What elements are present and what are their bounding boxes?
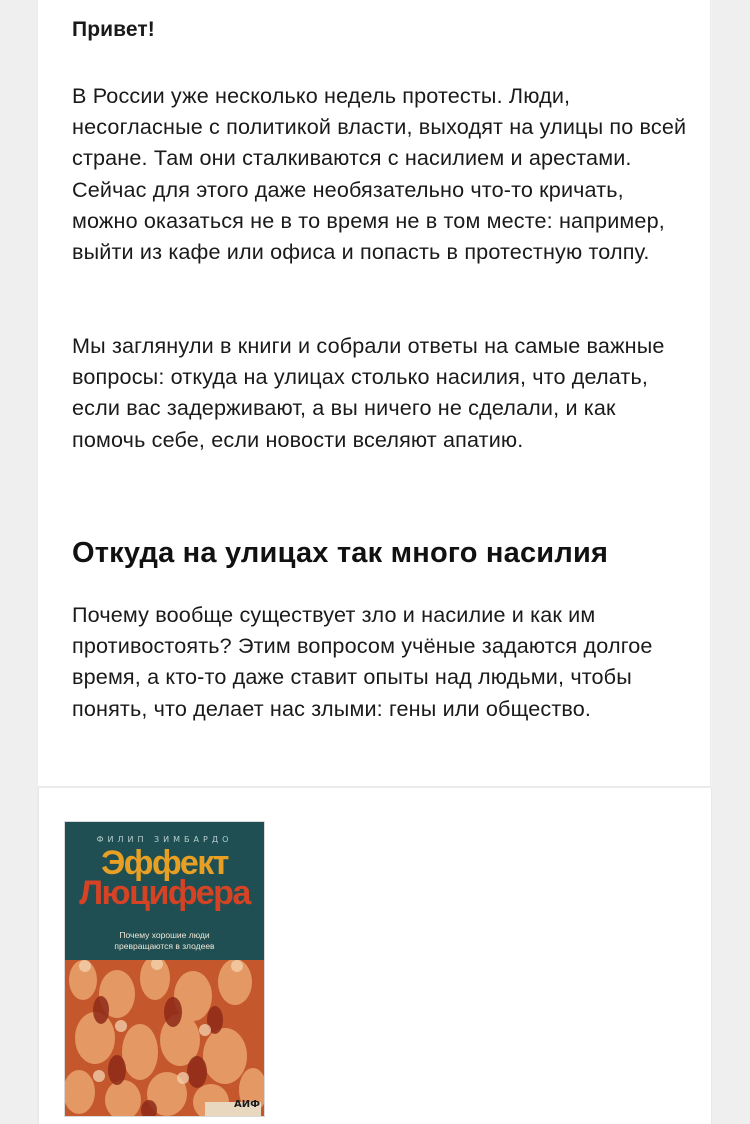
- book-title: [65, 844, 264, 912]
- book-title-line2: Люцифера: [79, 874, 250, 912]
- cover-illustration: [65, 960, 264, 1116]
- publisher-logo: АИФ: [233, 1099, 260, 1110]
- background-left: [0, 0, 38, 1124]
- book-subtitle: [65, 930, 264, 952]
- intro-paragraph-2: Мы заглянули в книги и собрали ответы на самые важные вопросы: откуда на улицах столько насилия, что делать, если вас задерживают, а вы ничего не сделали, и как помочь себе, если новости вселяют апатию.: [72, 333, 665, 452]
- background-right: [712, 0, 750, 1124]
- book-title-line1: Эффект: [101, 844, 228, 882]
- section-paragraph: Почему вообще существует зло и насилие и как им противостоять? Этим вопросом учёные задаются долгое время, а кто-то даже ставит опыты над людьми, чтобы понять, что делает нас злыми: гены или общество.: [72, 602, 653, 721]
- book-author: ФИЛИП ЗИМБАРДО: [96, 835, 233, 844]
- book-subtitle-line2: превращаются в злодеев: [114, 941, 215, 951]
- greeting: Привет!: [72, 18, 155, 41]
- intro-paragraph: В России уже несколько недель протесты. Люди, несогласные с политикой власти, выходят на улицы по всей стране. Там они сталкиваются с насилием и арестами. Сейчас для этого даже необязательно что-то кричать, можно оказаться не в то время не в том месте: например, выйти из кафе или офиса и попасть в протестную толпу.: [72, 83, 687, 265]
- book-card[interactable]: [38, 788, 712, 1124]
- section-heading: Откуда на улицах так много насилия: [72, 537, 609, 569]
- book-cover-image[interactable]: [65, 822, 264, 1116]
- book-subtitle-line1: Почему хорошие люди: [119, 930, 210, 940]
